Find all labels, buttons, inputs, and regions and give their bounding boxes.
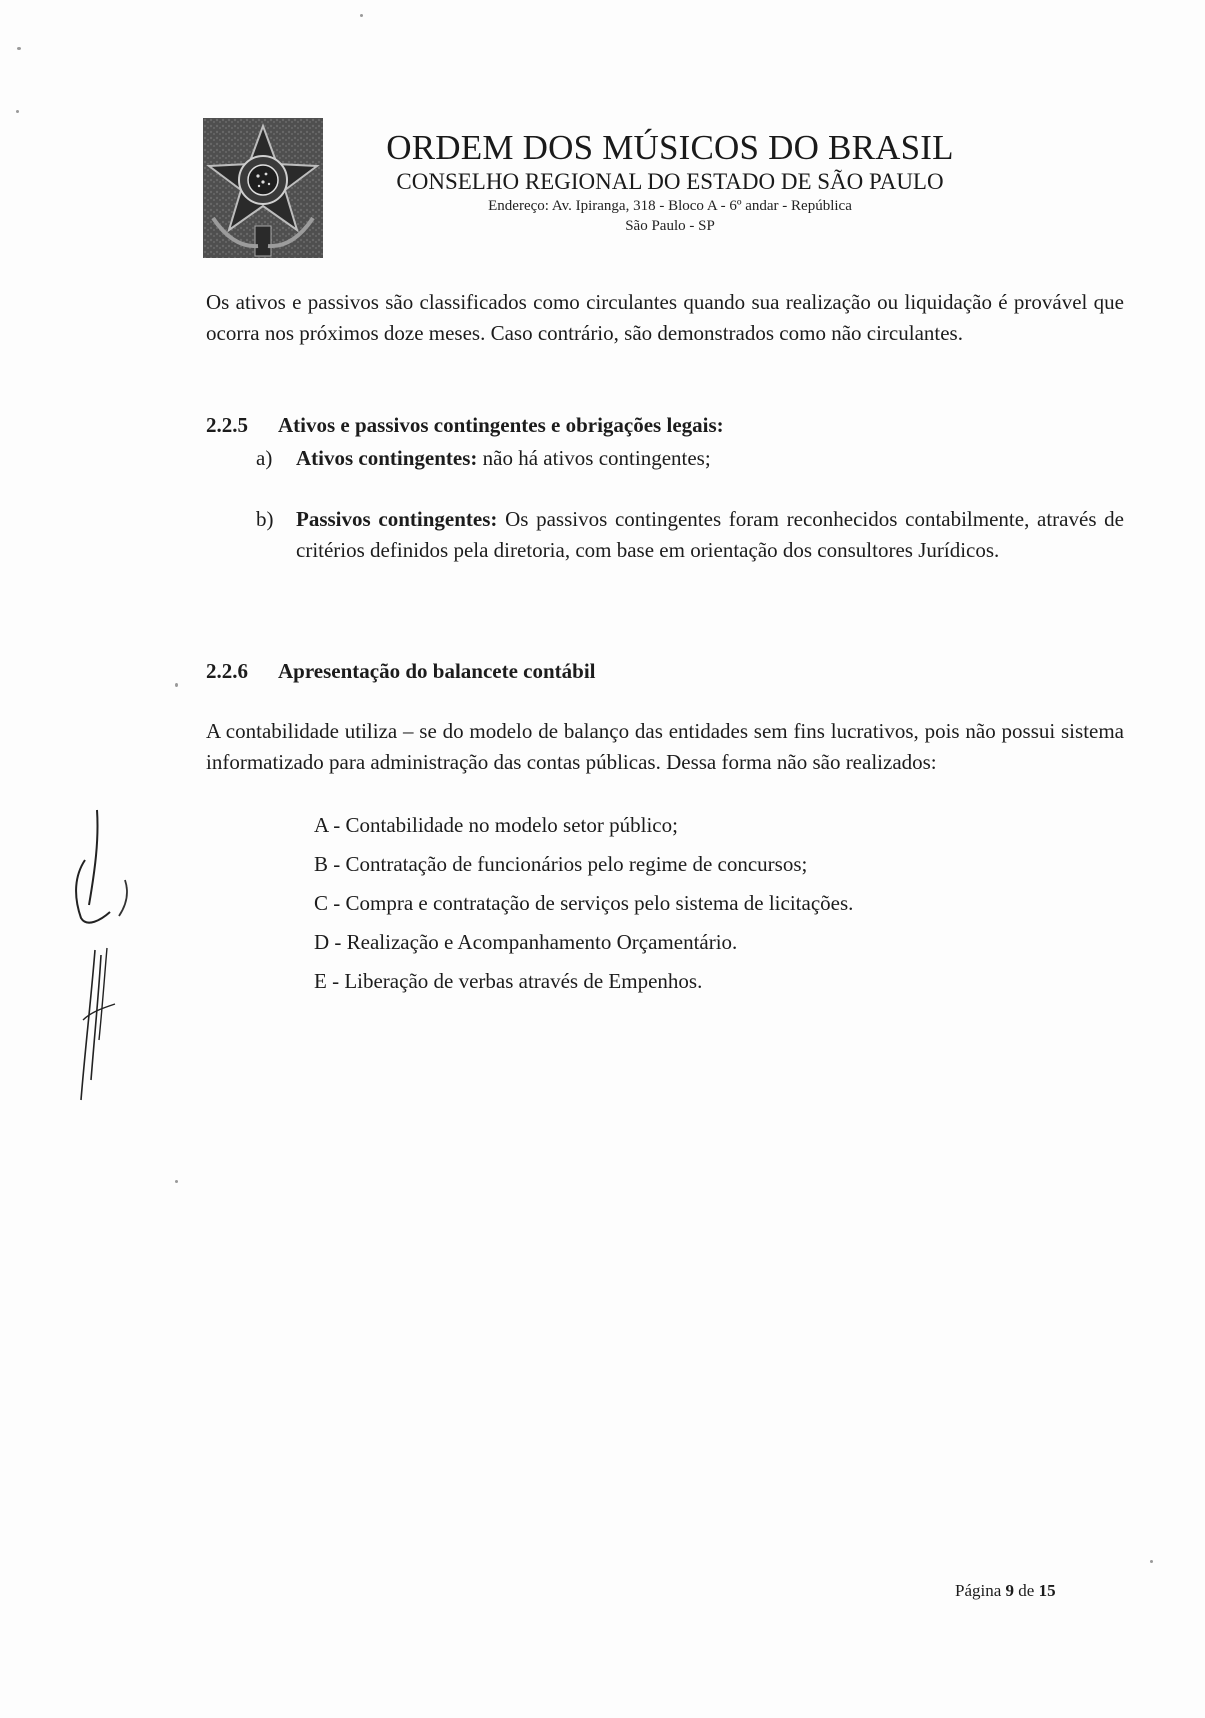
total-pages-number: 15 — [1038, 1581, 1056, 1600]
scan-speck — [1150, 1560, 1153, 1563]
list-item-term: Ativos contingentes: — [296, 446, 478, 470]
scan-speck — [360, 14, 363, 17]
section-number: 2.2.5 — [206, 413, 248, 437]
scan-speck — [17, 47, 21, 50]
scan-speck — [16, 110, 19, 113]
section-title: Apresentação do balancete contábil — [278, 659, 596, 683]
list-item: C - Compra e contratação de serviços pelo sistema de licitações. — [314, 891, 854, 915]
letterhead — [340, 128, 1000, 236]
scan-speck — [175, 683, 178, 687]
list-item: A - Contabilidade no modelo setor público; — [314, 813, 678, 837]
list-marker: b) — [256, 507, 274, 531]
organization-subtitle: CONSELHO REGIONAL DO ESTADO DE SÃO PAULO — [396, 169, 944, 194]
page-label: Página — [955, 1581, 1002, 1600]
brazil-coat-of-arms-icon — [203, 118, 323, 258]
current-page-number: 9 — [1005, 1581, 1015, 1600]
list-item-a — [256, 443, 1124, 474]
list-item-text: Os passivos contingentes foram reconhecidos contabilmente, através de critérios definidos pela diretoria, com base em orientação dos consultores Jurídicos. — [296, 507, 1125, 562]
list-marker: a) — [256, 446, 273, 470]
section-heading-2-2-6 — [206, 656, 596, 686]
balancete-paragraph: A contabilidade utiliza – se do modelo de balanço das entidades sem fins lucrativos, pois não possui sistema informatizado para administração das contas públicas. Dessa forma não são realizados: — [206, 719, 1124, 774]
intro-paragraph: Os ativos e passivos são classificados como circulantes quando sua realização ou liquidação é provável que ocorra nos próximos doze meses. Caso contrário, são demonstrados como não circulantes. — [206, 290, 1124, 345]
list-item-content — [296, 504, 1124, 566]
scan-speck — [175, 1180, 178, 1183]
address-line-2: São Paulo - SP — [625, 218, 715, 234]
list-item-term: Passivos contingentes: — [296, 507, 498, 531]
section-heading-2-2-5 — [206, 410, 724, 440]
not-performed-list — [314, 810, 853, 1005]
section-number: 2.2.6 — [206, 659, 248, 683]
list-item-b — [256, 504, 1124, 566]
handwritten-initials — [55, 800, 165, 1120]
section-title: Ativos e passivos contingentes e obrigações legais: — [278, 413, 724, 437]
page-number-footer — [955, 1580, 1056, 1602]
address-line-1: Endereço: Av. Ipiranga, 318 - Bloco A - 6º andar - República — [488, 198, 852, 214]
list-item-text: não há ativos contingentes; — [477, 446, 711, 470]
list-item: D - Realização e Acompanhamento Orçamentário. — [314, 930, 738, 954]
list-item: E - Liberação de verbas através de Empenhos. — [314, 969, 703, 993]
organization-name: ORDEM DOS MÚSICOS DO BRASIL — [386, 128, 954, 167]
list-item: B - Contratação de funcionários pelo regime de concursos; — [314, 852, 808, 876]
list-item-content — [296, 443, 1124, 474]
of-label: de — [1018, 1581, 1035, 1600]
